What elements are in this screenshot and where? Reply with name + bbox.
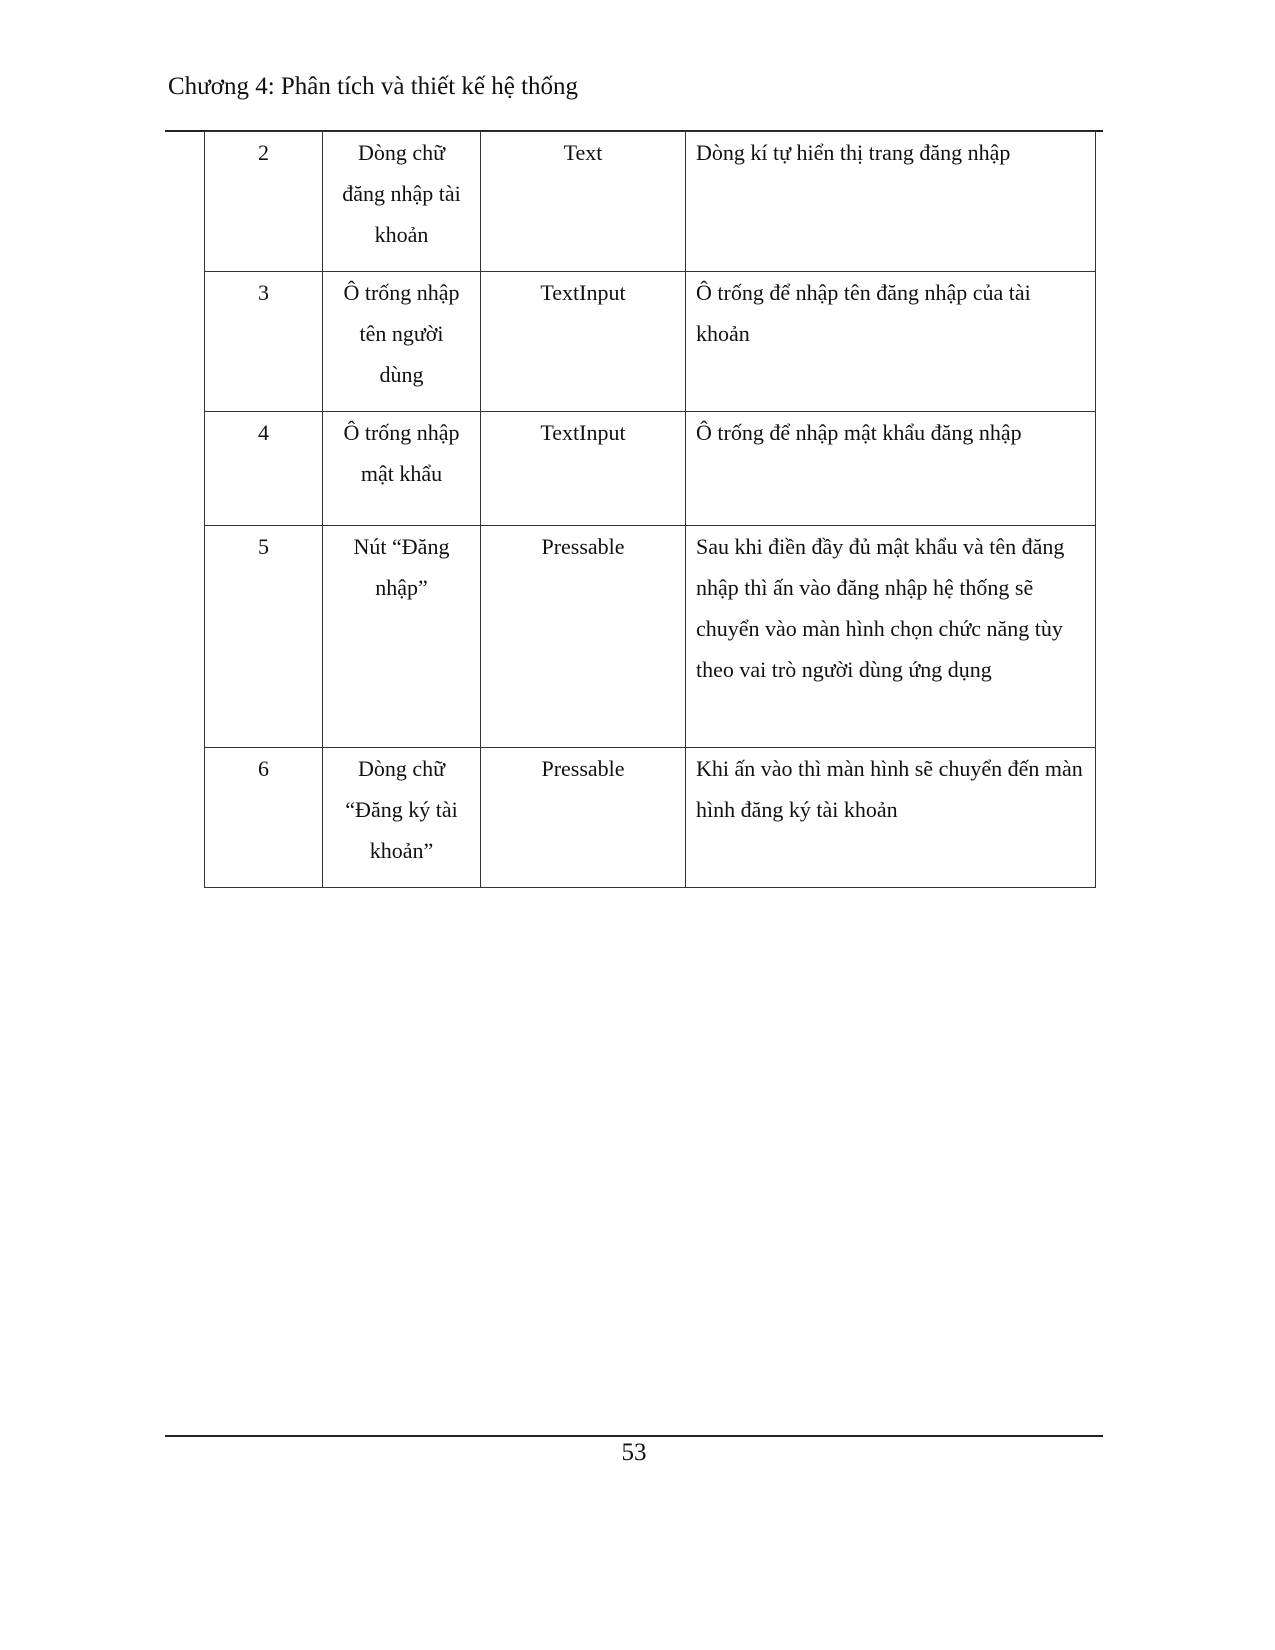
component-name: Ô trống nhập tên người dùng	[323, 272, 481, 412]
component-name: Dòng chữ đăng nhập tài khoản	[323, 132, 481, 272]
component-description: Khi ấn vào thì màn hình sẽ chuyển đến màn hình đăng ký tài khoản	[686, 748, 1096, 888]
component-name: Dòng chữ “Đăng ký tài khoản”	[323, 748, 481, 888]
table-row	[205, 412, 1096, 526]
component-type: Pressable	[481, 748, 686, 888]
component-type: Text	[481, 132, 686, 272]
component-type: TextInput	[481, 272, 686, 412]
table-row	[205, 272, 1096, 412]
row-number: 2	[205, 132, 323, 272]
row-number: 4	[205, 412, 323, 526]
component-description: Sau khi điền đầy đủ mật khẩu và tên đăng nhập thì ấn vào đăng nhập hệ thống sẽ chuyển vào màn hình chọn chức năng tùy theo vai trò người dùng ứng dụng	[686, 526, 1096, 748]
component-type: TextInput	[481, 412, 686, 526]
table-row	[205, 526, 1096, 748]
page-number: 53	[621, 1439, 647, 1466]
table-row	[205, 748, 1096, 888]
table-row	[205, 132, 1096, 272]
row-number: 5	[205, 526, 323, 748]
component-name: Ô trống nhập mật khẩu	[323, 412, 481, 526]
component-type: Pressable	[481, 526, 686, 748]
component-description: Dòng kí tự hiển thị trang đăng nhập	[686, 132, 1096, 272]
component-spec-table	[204, 131, 1096, 888]
component-description: Ô trống để nhập mật khẩu đăng nhập	[686, 412, 1096, 526]
row-number: 3	[205, 272, 323, 412]
chapter-header: Chương 4: Phân tích và thiết kế hệ thống	[168, 73, 579, 100]
row-number: 6	[205, 748, 323, 888]
component-description: Ô trống để nhập tên đăng nhập của tài khoản	[686, 272, 1096, 412]
component-name: Nút “Đăng nhập”	[323, 526, 481, 748]
